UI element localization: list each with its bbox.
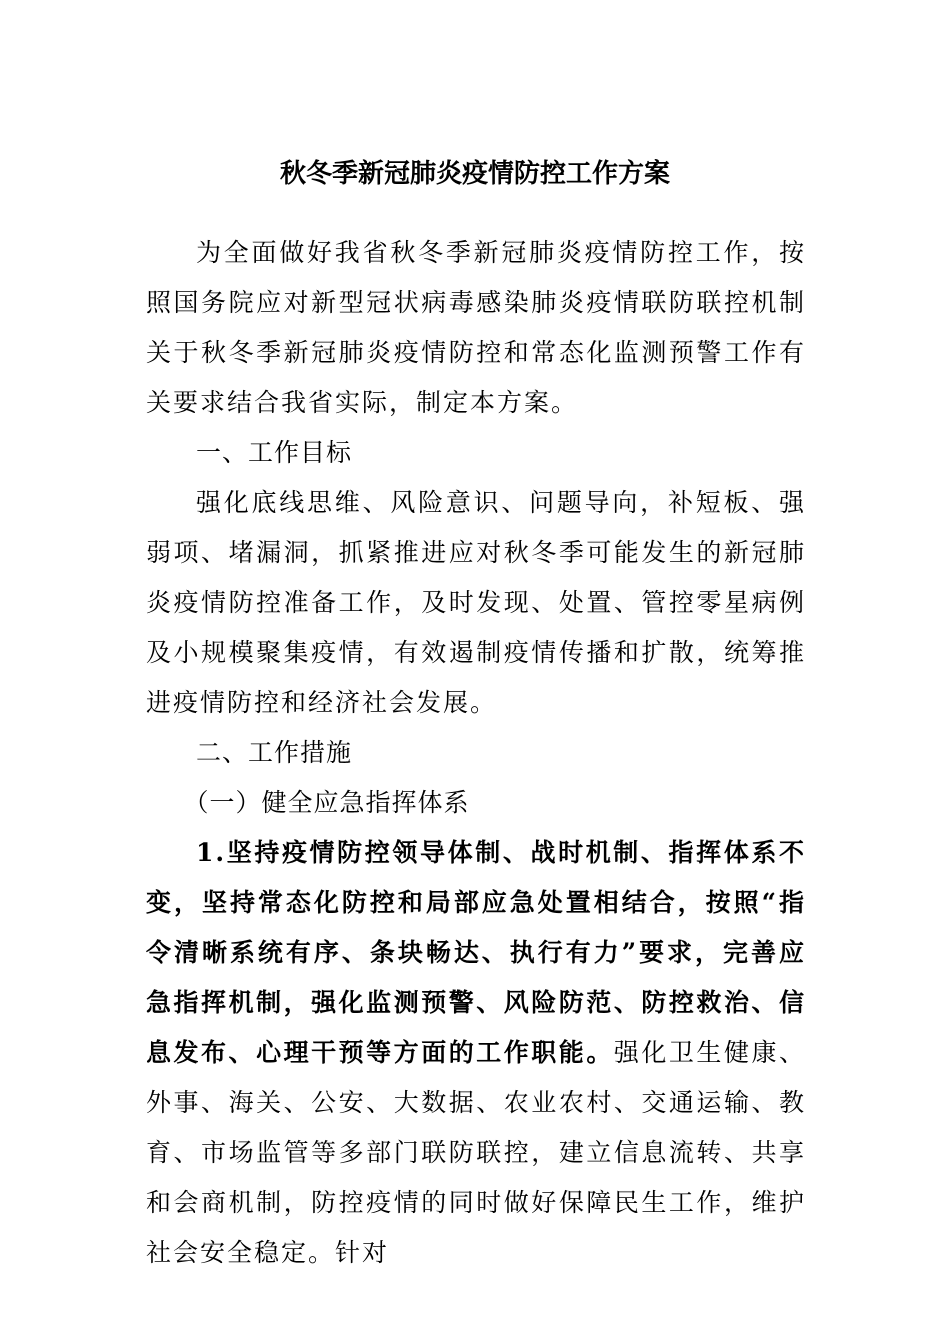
document-title: 秋冬季新冠肺炎疫情防控工作方案 — [279, 159, 670, 189]
item-1-paragraph — [146, 828, 806, 1278]
intro-paragraph: 为全面做好我省秋冬季新冠肺炎疫情防控工作，按照国务院应对新型冠状病毒感染肺炎疫情联防联控机制关于秋冬季新冠肺炎疫情防控和常态化监测预警工作有关要求结合我省实际，制定本方案。 — [146, 238, 806, 417]
item-1-normal-text: 强化卫生健康、外事、海关、公安、大数据、农业农村、交通运输、教育、市场监管等多部门联防联控，建立信息流转、共享和会商机制，防控疫情的同时做好保障民生工作，维护社会安全稳定。针对 — [146, 1038, 806, 1267]
section-heading-goals: 一、工作目标 — [196, 438, 353, 467]
subsection-heading-command: （一）健全应急指挥体系 — [183, 788, 470, 817]
document-body — [146, 228, 806, 1278]
item-1-bold-text: 1.坚持疫情防控领导体制、战时机制、指挥体系不变，坚持常态化防控和局部应急处置相结合，按照“指令清晰系统有序、条块畅达、执行有力”要求，完善应急指挥机制，强化监测预警、风险防范、防控救治、信息发布、心理干预等方面的工作职能。 — [146, 838, 806, 1067]
goals-paragraph: 强化底线思维、风险意识、问题导向，补短板、强弱项、堵漏洞，抓紧推进应对秋冬季可能发生的新冠肺炎疫情防控准备工作，及时发现、处置、管控零星病例及小规模聚集疫情，有效遏制疫情传播和扩散，统筹推进疫情防控和经济社会发展。 — [146, 488, 806, 717]
section-heading-measures: 二、工作措施 — [196, 738, 353, 767]
